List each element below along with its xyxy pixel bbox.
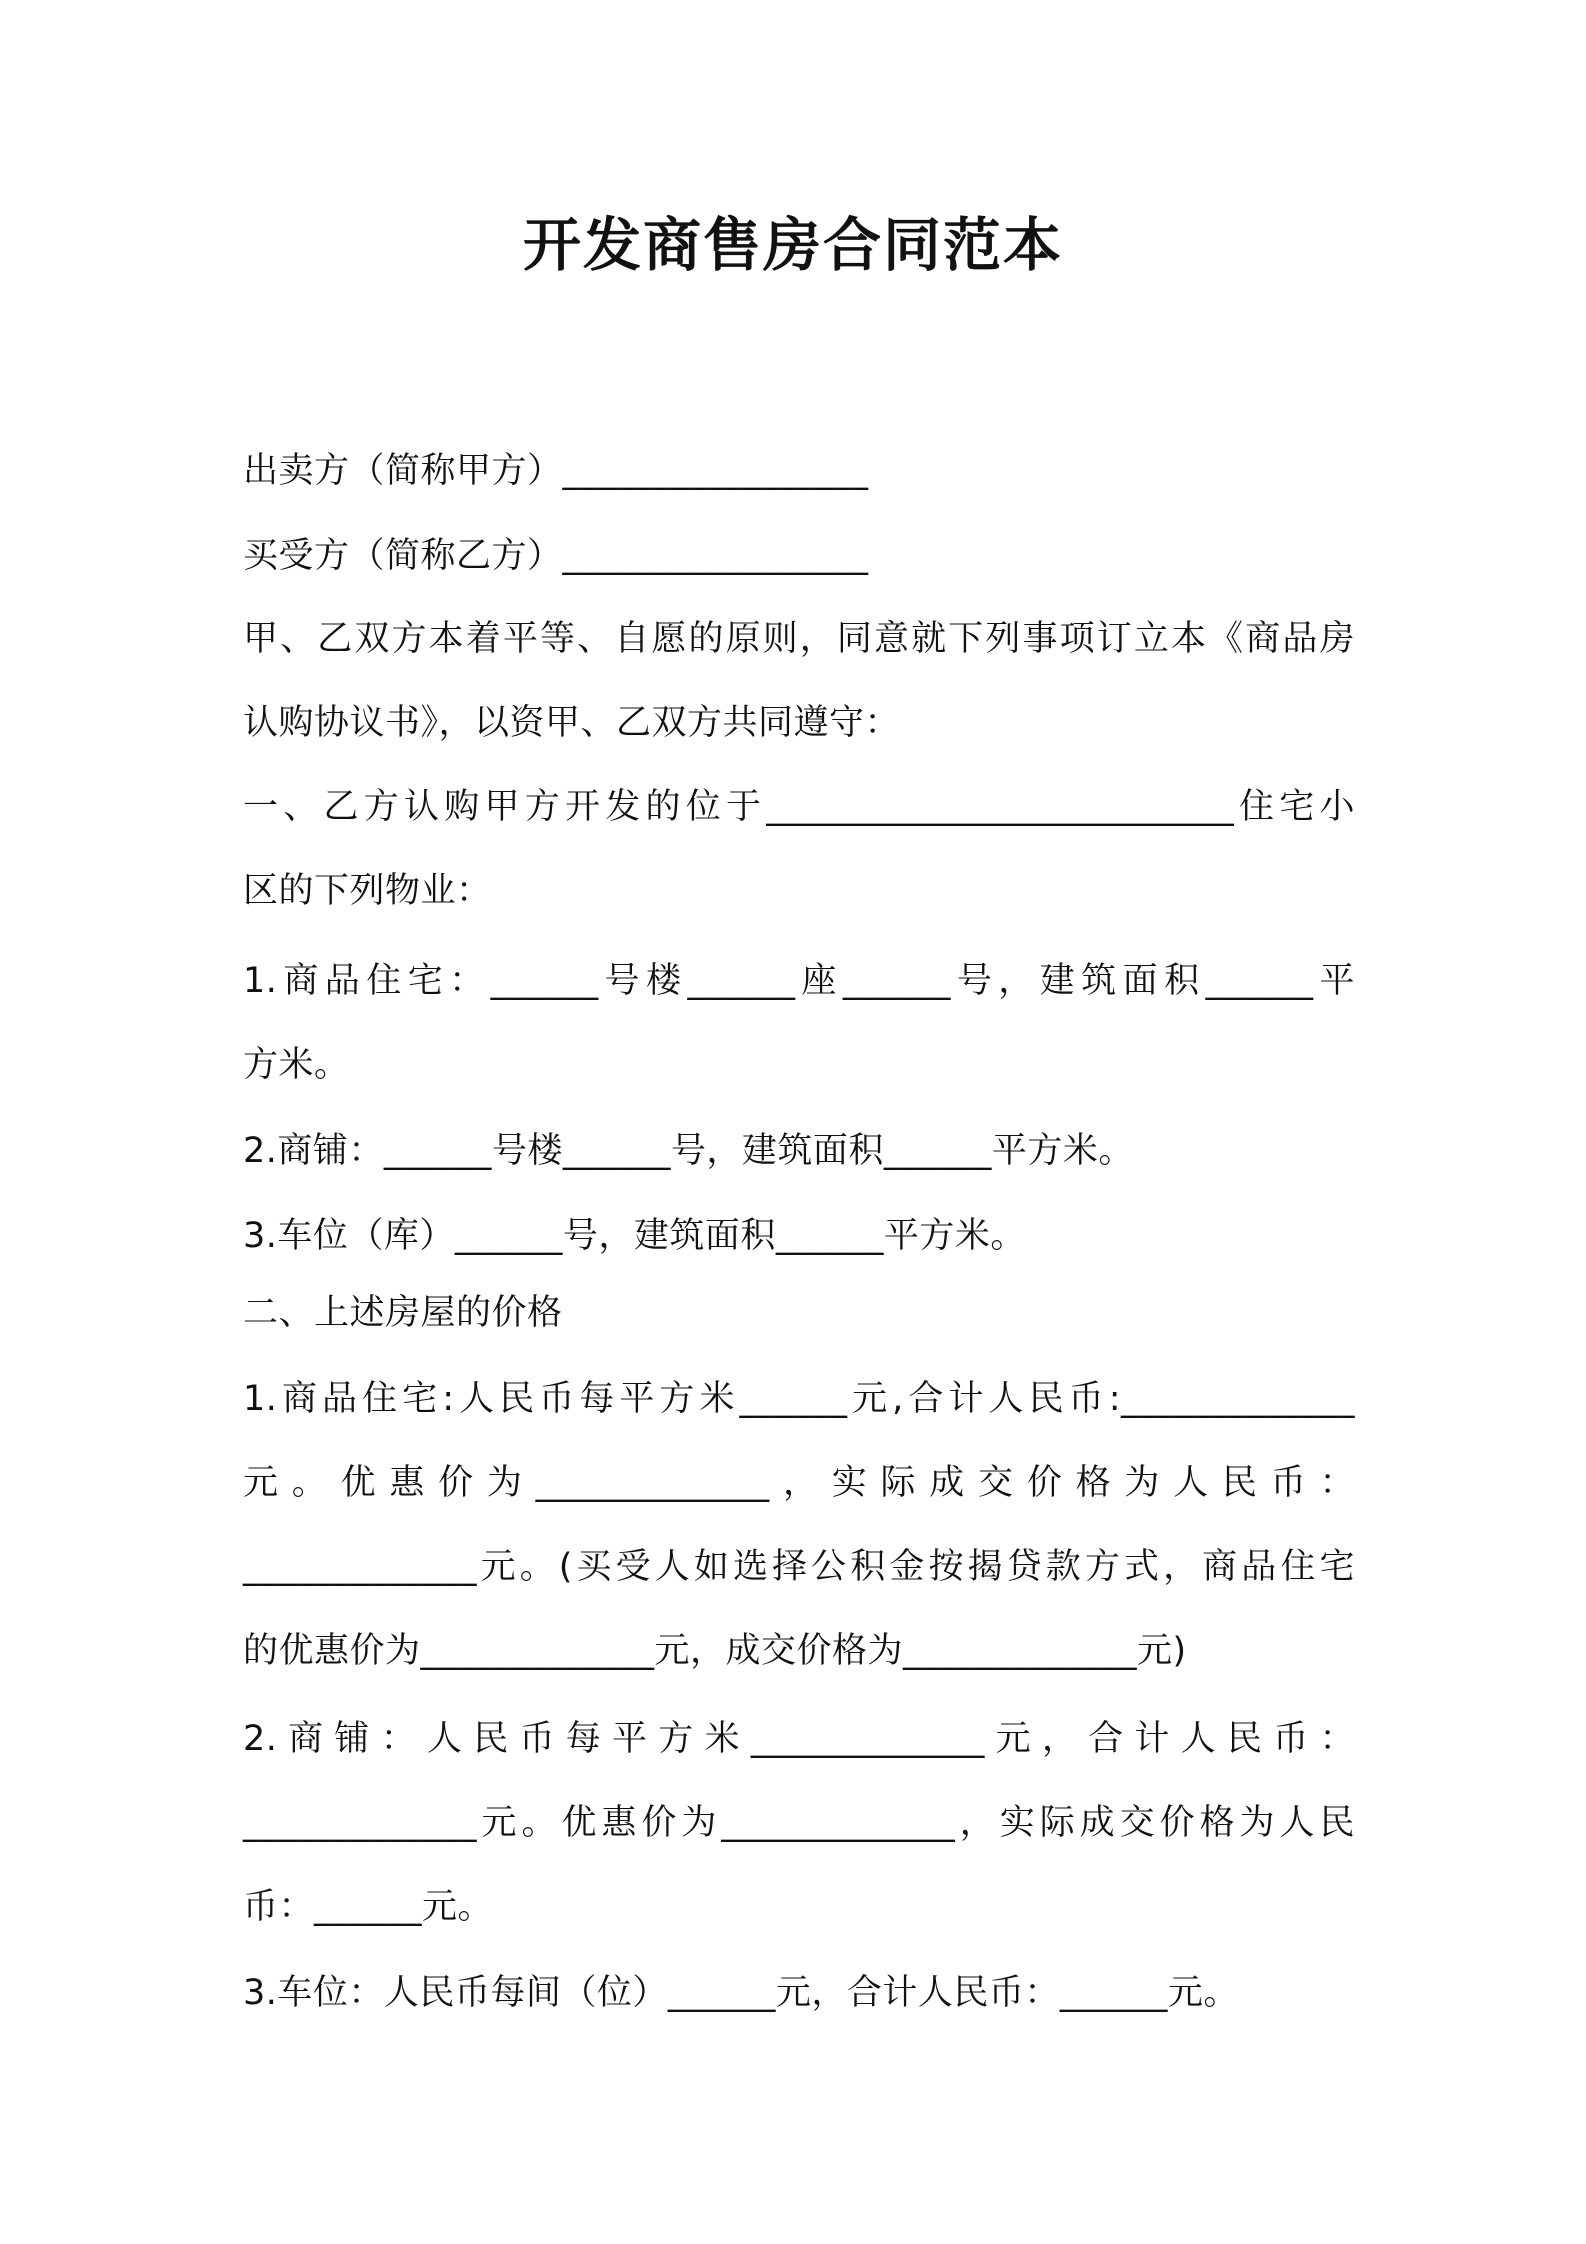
price-parking-line: 3.车位：人民币每间（位）______元，合计人民币：______元。 bbox=[243, 1973, 1239, 2013]
price-residence-line-4: 的优惠价为_____________元，成交价格为_____________元) bbox=[243, 1631, 1187, 1671]
preamble-line-2: 认购协议书》，以资甲、乙双方共同遵守： bbox=[243, 703, 901, 743]
buyer-line: 买受方（简称乙方）_________________ bbox=[243, 536, 869, 576]
price-residence-line-2: 元。优惠价为_____________，实际成交价格为人民币： bbox=[243, 1463, 1355, 1503]
price-residence-line-1: 1.商品住宅:人民币每平方米______元,合计人民币:_____________ bbox=[243, 1379, 1355, 1419]
price-shop-line-3: 币：______元。 bbox=[243, 1887, 494, 1927]
residence-line-2: 方米。 bbox=[243, 1045, 350, 1085]
document-title: 开发商售房合同范本 bbox=[522, 211, 1063, 279]
clause-1-line-2: 区的下列物业： bbox=[243, 871, 492, 911]
price-residence-line-3: _____________元。(买受人如选择公积金按揭贷款方式，商品住宅 bbox=[243, 1547, 1355, 1587]
shop-line: 2.商铺：______号楼______号，建筑面积______平方米。 bbox=[243, 1131, 1134, 1171]
preamble-line-1: 甲、乙双方本着平等、自愿的原则，同意就下列事项订立本《商品房 bbox=[243, 619, 1355, 659]
parking-line: 3.车位（库）______号，建筑面积______平方米。 bbox=[243, 1216, 1026, 1256]
clause-2-heading: 二、上述房屋的价格 bbox=[243, 1293, 563, 1333]
residence-line-1: 1.商品住宅：______号楼______座______号，建筑面积______平 bbox=[243, 961, 1355, 1001]
price-shop-line-2: _____________元。优惠价为_____________，实际成交价格为人民 bbox=[243, 1803, 1355, 1843]
price-shop-line-1: 2.商铺：人民币每平方米_____________元，合计人民币： bbox=[243, 1719, 1355, 1759]
seller-line: 出卖方（简称甲方）_________________ bbox=[243, 451, 869, 491]
clause-1-line-1: 一、乙方认购甲方开发的位于__________________________住宅小 bbox=[243, 787, 1355, 827]
